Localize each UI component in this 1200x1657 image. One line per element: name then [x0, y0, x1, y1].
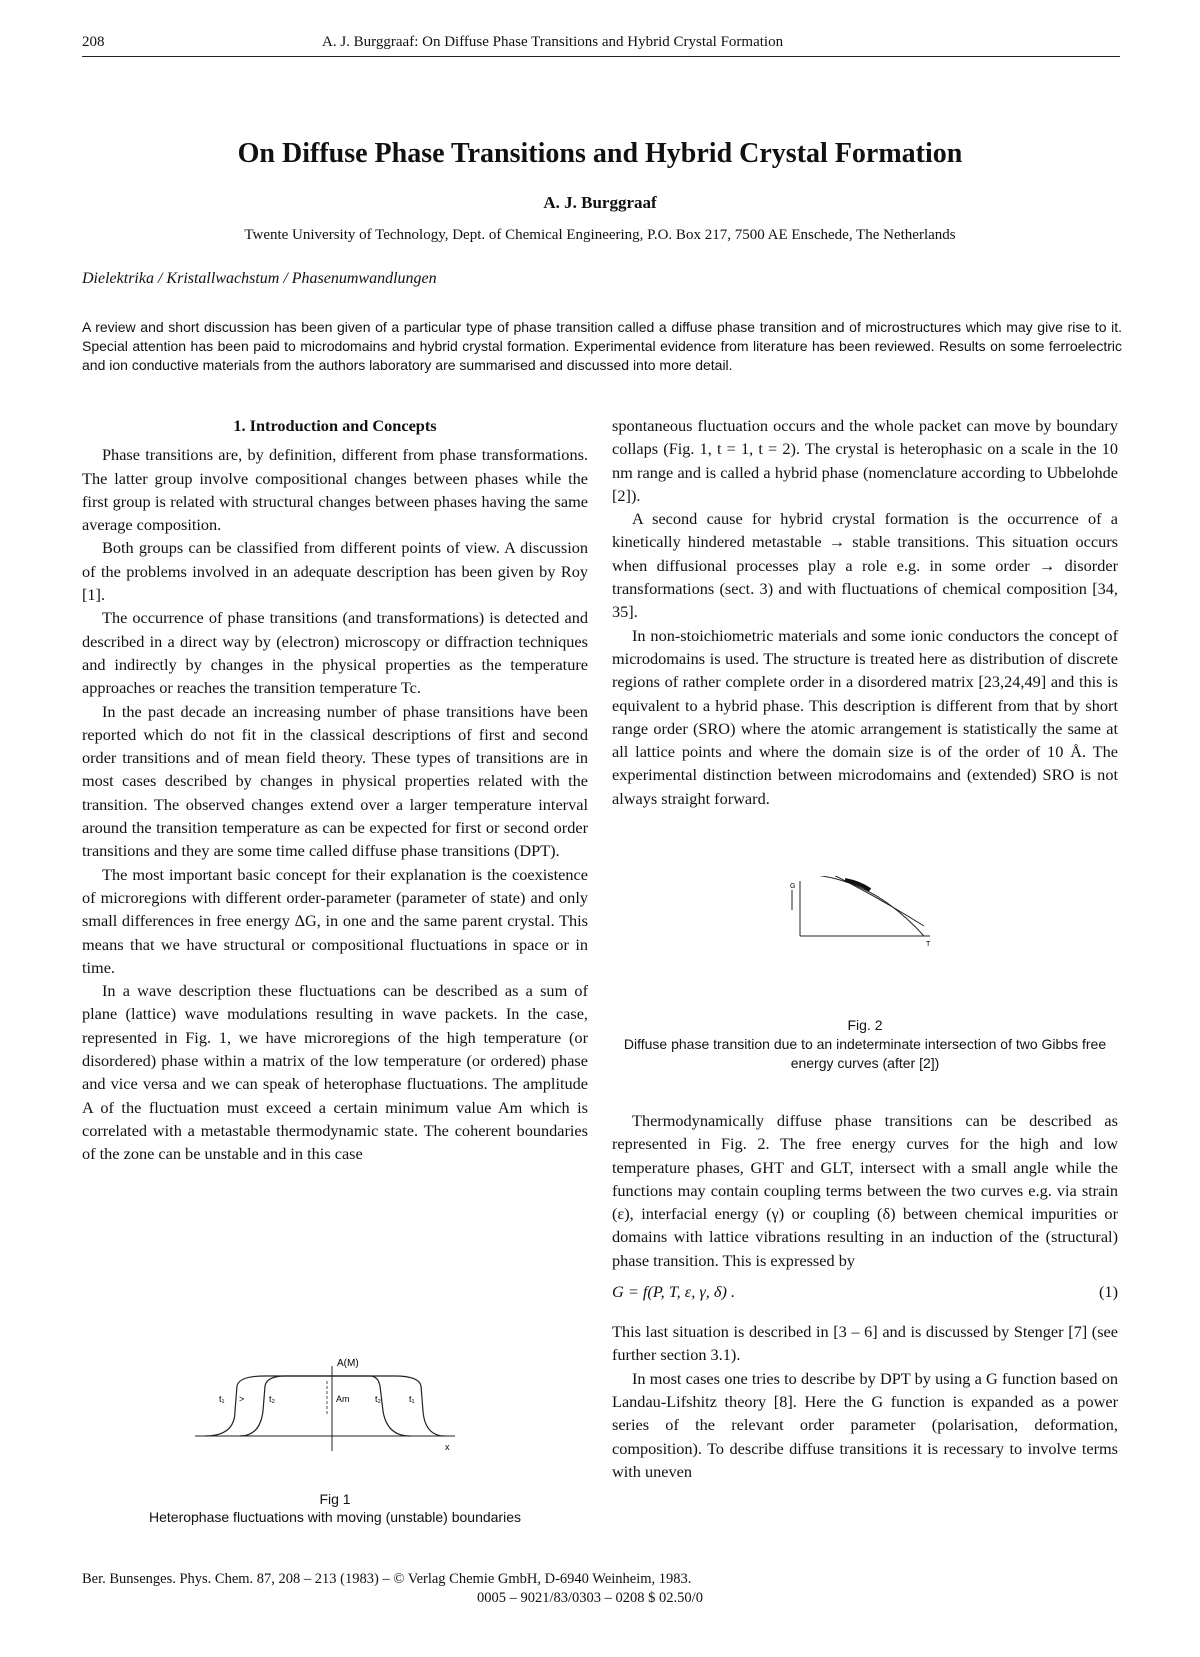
- paragraph: This last situation is described in [3 – 6] and is discussed by Stenger [7] (see further section 3.1).: [612, 1322, 1118, 1365]
- paragraph: spontaneous fluctuation occurs and the whole packet can move by boundary collaps (Fig. 1, t = 1, t = 2). The crystal is heterophasic on a scale in the 10 nm range and is called a hybrid phase (nomenclature according to Ubbelohde [2]).: [612, 416, 1118, 505]
- footer-citation: Ber. Bunsenges. Phys. Chem. 87, 208 – 213 (1983) – © Verlag Chemie GmbH, D-6940 Weinheim, 1983.: [82, 1571, 692, 1587]
- paragraph: Both groups can be classified from different points of view. A discussion of the problems involved in an adequate description has been given by Roy [1].: [82, 538, 588, 605]
- paragraph: A second cause for hybrid crystal formation is the occurrence of a kinetically hindered metastable → stable transitions. This situation occurs when diffusional processes play a role e.g. in some order → disorder transformations (sect. 3) and with fluctuations of chemical composition [34, 35].: [612, 509, 1118, 622]
- fig2-label: Fig. 2: [847, 1017, 883, 1033]
- fig1-curve-t2: [240, 1376, 410, 1436]
- equation: [612, 1280, 1118, 1312]
- footer-code: 0005 – 9021/83/0303 – 0208 $ 02.50/0: [477, 1590, 703, 1606]
- paragraph: Phase transitions are, by definition, different from phase transformations. The latter group involve compositional changes between phases while the first group is related with structural changes between phases having the same average composition.: [82, 445, 588, 535]
- author: A. J. Burggraaf: [543, 193, 657, 212]
- fig1-am-label: Am: [336, 1394, 350, 1404]
- section-heading: 1. Introduction and Concepts: [233, 416, 437, 435]
- fig1-t2-left: t₂: [269, 1394, 275, 1404]
- running-title: A. J. Burggraaf: On Diffuse Phase Transitions and Hybrid Crystal Formation: [322, 34, 784, 50]
- footer: [82, 1570, 982, 1608]
- paragraph: In most cases one tries to describe by DPT by using a G function based on Landau-Lifshitz theory [8]. Here the G function is expanded as a power series of the relevant order parameter (polarisation, deformation, composition). To describe diffuse transitions it is recessary to involve terms with uneven: [612, 1368, 1118, 1481]
- equation-body: G = f(P, T, ε, γ, δ) .: [612, 1282, 736, 1302]
- fig1-y-label: A(M): [337, 1358, 359, 1369]
- right-column-lower: [612, 1109, 1118, 1483]
- fig2-diagram: [790, 876, 950, 996]
- fig1-t2-right: t₂: [375, 1394, 381, 1404]
- fig1-gt: >: [239, 1394, 245, 1404]
- page-number: 208: [82, 34, 105, 50]
- fig1-x-label: x: [445, 1442, 450, 1452]
- fig1-caption: Heterophase fluctuations with moving (unstable) boundaries: [149, 1509, 521, 1525]
- paragraph: In a wave description these fluctuations can be described as a sum of plane (lattice) wave modulations resulting in wave packets. In the case, represented in Fig. 1, we have microregions of the high temperature (or disordered) phase within a matrix of the low temperature (or ordered) phase and vice versa and we can speak of heterophase fluctuations. The amplitude A of the fluctuation must exceed a certain minimum value Am which is correlated with a metastable thermodynamic state. The coherent boundaries of the zone can be unstable and in this case: [82, 981, 588, 1164]
- paragraph: In the past decade an increasing number of phase transitions have been reported which do not fit in the classical descriptions of first and second order transitions and of mean field theory. These types of transitions are in most cases described by changes in physical properties related with the transition. The observed changes extend over a larger temperature interval around the transition temperature as can be expected for first or second order transitions and they are some time called diffuse phase transitions (DPT).: [82, 701, 588, 861]
- fig2-y-label: G: [790, 883, 796, 890]
- fig2-x-label: T: [926, 941, 931, 948]
- paragraph: In non-stoichiometric materials and some ionic conductors the concept of microdomains is used. The structure is treated here as distribution of discrete regions of rather complete order in a disordered matrix [23,24,49] and this is equivalent to a hybrid phase. This description is different from that by short range order (SRO) where the atomic arrangement is statistically the same at all lattice points and where the domain size is of the order of 10 Å. The experimental distinction between microdomains and (extended) SRO is not always straight forward.: [612, 625, 1118, 808]
- article-title: On Diffuse Phase Transitions and Hybrid Crystal Formation: [237, 138, 963, 169]
- right-column: [612, 414, 1118, 810]
- fig1-caption-block: [82, 1490, 588, 1526]
- fig2-curve-ght: [802, 876, 924, 926]
- fig1-t1-left: t₁: [219, 1394, 225, 1404]
- fig2-caption-block: [612, 1016, 1118, 1073]
- paragraph: The occurrence of phase transitions (and transformations) is detected and described in a direct way by (electron) microscopy or diffraction techniques and indirectly by changes in the physical properties as the temperature approaches or reaches the transition temperature Tc.: [82, 608, 588, 698]
- fig2-intersection: [845, 880, 870, 890]
- running-header: [82, 30, 1120, 57]
- fig1-label: Fig 1: [319, 1491, 351, 1507]
- left-column: [82, 414, 588, 1166]
- abstract: A review and short discussion has been given of a particular type of phase transition called a diffuse phase transition and of microstructures which may give rise to it. Special attention has been paid to microdomains and hybrid crystal formation. Experimental evidence from literature has been reviewed. Results on some ferroelectric and ion conductive materials from the authors laboratory are summarised and discussed into more detail.: [82, 319, 1122, 373]
- paragraph: The most important basic concept for their explanation is the coexistence of microregions with different order-parameter (parameter of state) and only small differences in free energy ΔG, in one and the same parent crystal. This means that we have structural or compositional fluctuations in space or in time.: [82, 864, 588, 977]
- keywords: Dielektrika / Kristallwachstum / Phasenumwandlungen: [82, 270, 437, 287]
- paragraph: Thermodynamically diffuse phase transitions can be described as represented in Fig. 2. The free energy curves for the high and low temperature phases, GHT and GLT, intersect with a small angle while the functions may contain coupling terms between the two curves e.g. via strain (ε), interfacial energy (γ) or coupling (δ) between chemical impurities or domains with lattice vibrations resulting in an induction of the (structural) phase transition. This is expressed by: [612, 1111, 1118, 1270]
- fig1-t1-right: t₁: [409, 1394, 415, 1404]
- fig2-caption: Diffuse phase transition due to an indeterminate intersection of two Gibbs free energy curves (after [2]): [623, 1036, 1107, 1071]
- equation-number: (1): [1099, 1282, 1118, 1302]
- affiliation: Twente University of Technology, Dept. of Chemical Engineering, P.O. Box 217, 7500 AE Enschede, The Netherlands: [244, 227, 956, 243]
- fig1-curve-t1: [205, 1376, 445, 1436]
